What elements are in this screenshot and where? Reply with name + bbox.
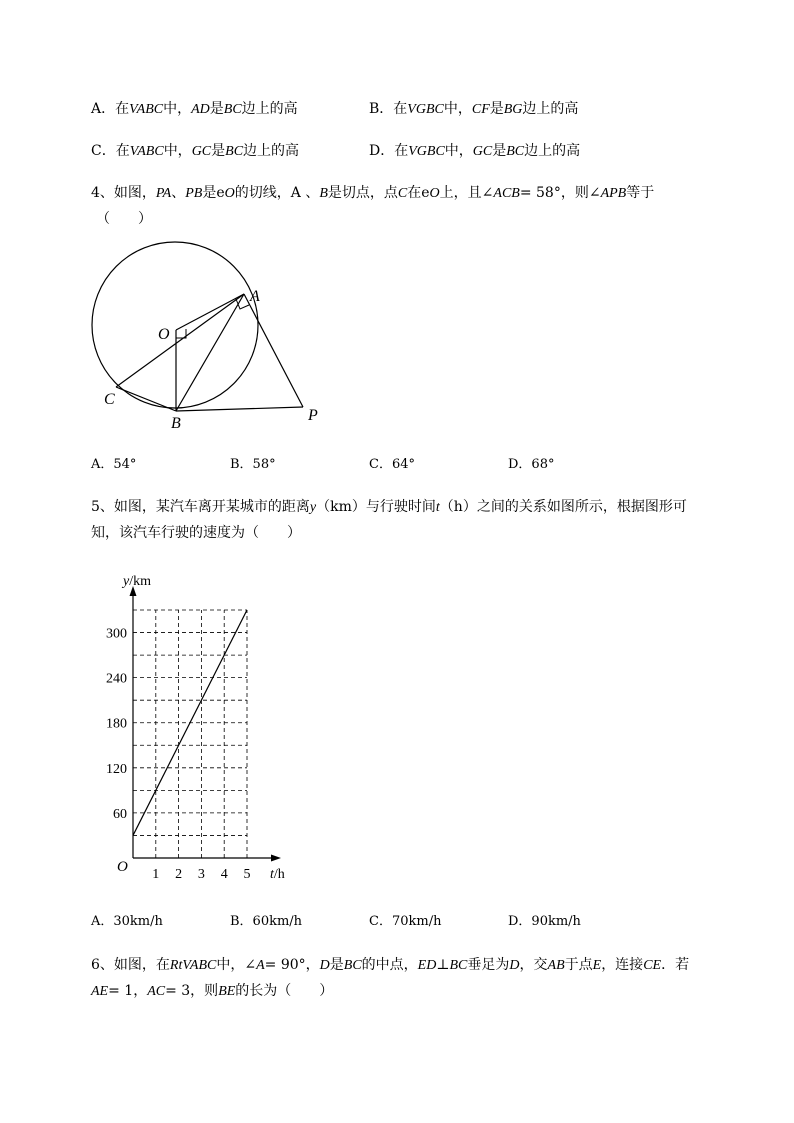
q4-option-c[interactable]: C．64°	[369, 457, 415, 472]
x-tick-label: 4	[220, 867, 228, 882]
tangent-pa	[244, 294, 303, 407]
q5-stem-line1: 5、如图，某汽车离开某城市的距离y（km）与行驶时间t（h）之间的关系如图所示，根据图形可	[91, 499, 687, 515]
tangent-pb	[176, 407, 303, 411]
q6-stem-line1: 6、如图，在RtVABC中，∠A= 90°，D是BC的中点，ED⊥BC垂足为D，交AB于点E，连接CE．若	[91, 957, 690, 973]
circle-o	[92, 242, 258, 408]
y-tick-label: 120	[106, 761, 127, 777]
q4-paren: （ ）	[96, 211, 152, 227]
segment-ca	[116, 294, 244, 387]
q3-option-b: B．在VGBC中，CF是BG边上的高	[369, 101, 579, 117]
q3-option-c: C．在VABC中，GC是BC边上的高	[91, 143, 300, 159]
y-tick-label: 240	[106, 671, 127, 687]
x-axis-arrow	[271, 855, 281, 862]
q6-stem-line2: AE= 1，AC= 3，则BE的长为（ ）	[91, 983, 334, 999]
q3-option-a: A．在VABC中，AD是BC边上的高	[91, 101, 298, 117]
q5-option-b[interactable]: B．60km/h	[230, 914, 303, 929]
x-axis-label: t/h	[270, 867, 285, 882]
y-tick-label: 60	[113, 806, 127, 822]
segment-cb	[116, 387, 176, 411]
q4-circle-figure	[80, 240, 340, 435]
q4-option-b[interactable]: B．58°	[230, 457, 276, 472]
label-a: A	[250, 288, 260, 305]
q5-stem-line2: 知，该汽车行驶的速度为（ ）	[91, 525, 301, 541]
q5-distance-time-chart	[95, 565, 305, 885]
y-tick-label: 300	[106, 626, 127, 642]
x-tick-label: 3	[197, 867, 205, 882]
x-tick-label: 2	[175, 867, 183, 882]
q5-option-c[interactable]: C．70km/h	[369, 914, 442, 929]
y-tick-label: 180	[106, 716, 127, 732]
origin-label: O	[117, 859, 128, 875]
x-tick-label: 1	[152, 867, 160, 882]
q5-option-a[interactable]: A．30km/h	[91, 914, 163, 929]
x-tick-label: 5	[243, 867, 251, 882]
label-b: B	[171, 415, 181, 432]
label-c: C	[104, 391, 115, 408]
y-axis-label: y/km	[123, 574, 151, 589]
q3-option-d: D．在VGBC中，GC是BC边上的高	[369, 143, 581, 159]
q4-option-d[interactable]: D．68°	[508, 457, 555, 472]
label-o: O	[158, 326, 170, 343]
q4-stem: 4、如图，PA、PB是eO的切线，A 、B是切点，点C在eO上，且∠ACB= 58°，则∠APB等于	[91, 185, 655, 201]
label-p: P	[308, 407, 318, 424]
q5-option-d[interactable]: D．90km/h	[508, 914, 581, 929]
q4-option-a[interactable]: A．54°	[91, 457, 137, 472]
